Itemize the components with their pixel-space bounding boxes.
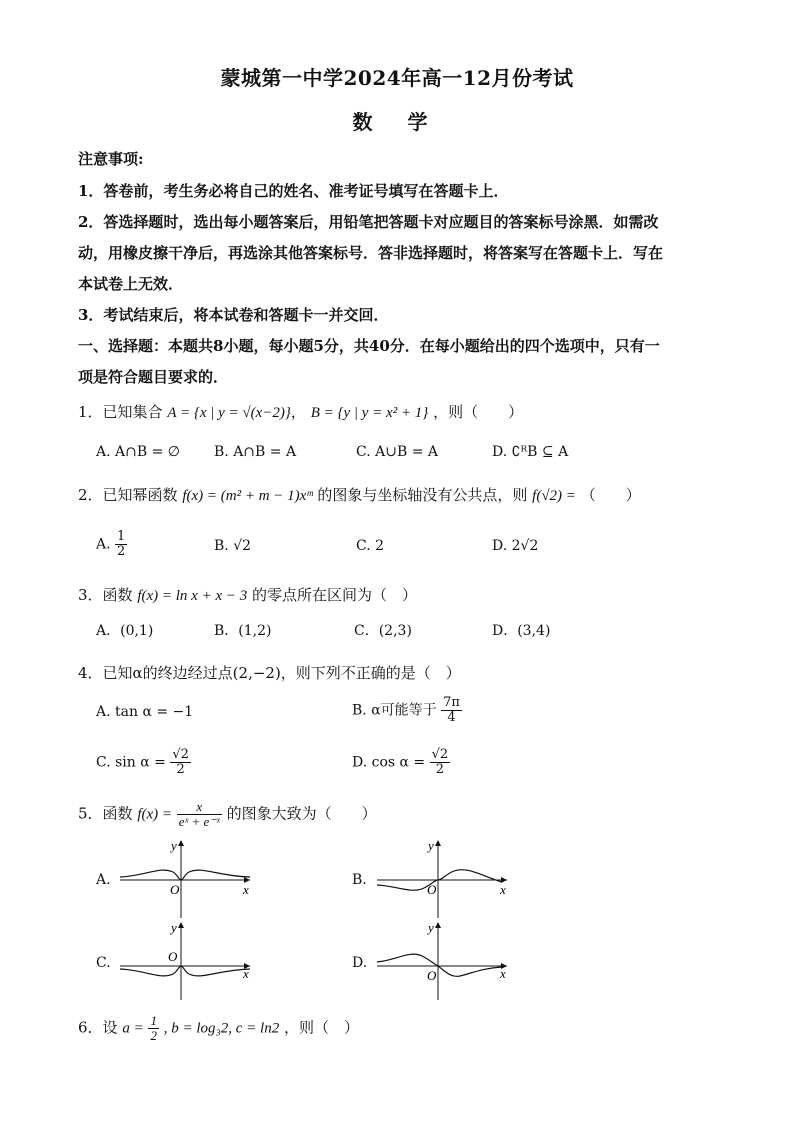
q5-graph-c[interactable] [115,918,255,1002]
q2-stem-mid: 的图象与坐标轴没有公共点，则 [317,486,528,504]
q6-expr-post: , b = log₃2, c = ln2 [163,1020,280,1037]
q5-option-a[interactable]: A. [96,872,111,888]
notes-heading: 注意事项: [78,150,144,168]
question-1: 1．已知集合 A = {x | y = √(x−2)}， B = {y | y = x² + 1} ，则（ ） [78,403,524,421]
x-axis-label: x [500,882,506,897]
q3-stem-end: 的零点所在区间为（ ） [252,586,418,604]
q2-option-a-label: A. [96,536,111,553]
q6-stem: 6．设 [78,1018,118,1037]
q6-expr-pre: a = [122,1020,144,1037]
exam-title: 蒙城第一中学2024年高一12月份考试 [220,66,574,90]
fraction-numerator: 1 [117,529,126,544]
q5-stem: 5．函数 [78,804,133,823]
note-item: 2．答选择题时，选出每小题答案后，用铅笔把答题卡对应题目的答案标号涂黑．如需改 [78,213,659,231]
q3-stem: 3．函数 [78,586,133,604]
origin-label: O [170,882,180,897]
function-curve [377,954,502,976]
note-item: 1．答卷前，考生务必将自己的姓名、准考证号填写在答题卡上． [78,182,509,200]
q4-option-b-label: B. α可能等于 [352,702,437,719]
q2-option-a-fraction [115,530,127,559]
fraction-numerator: 7π [443,695,460,710]
q2-option-c[interactable]: C. 2 [356,538,385,554]
q1-option-c[interactable]: C. A∪B = A [356,444,438,460]
q4-option-c-fraction [170,748,191,777]
x-axis-label: x [243,882,249,897]
y-axis-arrow [178,922,184,928]
fraction-denominator: 2 [150,1028,157,1043]
y-axis-arrow [435,840,441,846]
q5-stem-end: 的图象大致为（ ） [226,804,377,823]
q6-fraction [148,1014,159,1043]
q3-option-c[interactable]: C．(2,3) [354,623,412,639]
function-curve [120,870,250,880]
q1-stem: 1．已知集合 [78,403,163,421]
q1-stem-end: ，则（ ） [433,403,524,421]
origin-label: O [427,968,437,983]
q5-option-c[interactable]: C. [96,955,111,971]
fraction-numerator: 1 [150,1013,157,1028]
q2-option-b[interactable]: B. √2 [214,538,252,554]
fraction-denominator: 2 [176,762,185,777]
q4-option-b-fraction [441,696,462,725]
q4-option-a[interactable]: A. tan α = −1 [96,704,194,720]
question-6 [78,1014,359,1043]
fraction-numerator: x [177,800,222,815]
q2-option-a[interactable] [96,530,127,559]
q5-expr-pre: f(x) = [137,806,173,823]
q1-option-b[interactable]: B. A∩B = A [214,444,297,460]
y-axis-label: y [428,838,434,853]
q1-set-a: A = {x | y = √(x−2)} [167,405,291,421]
fraction-numerator: √2 [172,747,189,762]
subject-title: 数 学 [352,110,442,134]
note-item: 本试卷上无效． [78,275,184,293]
q5-graph-a[interactable] [115,836,255,920]
q4-option-c[interactable] [96,748,191,777]
y-axis-arrow [178,840,184,846]
y-axis-arrow [435,922,441,928]
q2-option-d[interactable]: D. 2√2 [492,538,539,554]
q5-fraction [177,800,222,829]
q3-option-a[interactable]: A．(0,1) [96,623,154,639]
origin-label: O [427,882,437,897]
fraction-denominator: 2 [117,544,126,559]
fraction-denominator: 2 [435,762,445,777]
q5-option-d[interactable]: D. [352,955,368,971]
q2-stem: 2．已知幂函数 [78,486,178,504]
q1-option-a[interactable]: A. A∩B = ∅ [96,444,180,460]
section-heading-cont: 项是符合题目要求的． [78,368,229,386]
q3-expr: f(x) = ln x + x − 3 [137,588,248,604]
fraction-denominator: 4 [447,710,456,725]
y-axis-label: y [171,920,177,935]
q4-option-d-fraction [430,748,451,777]
q2-stem-end: （ ） [580,486,641,504]
q4-option-d[interactable] [352,748,450,777]
fraction-denominator: eˣ + e⁻ˣ [178,814,220,829]
q6-stem-end: ，则（ ） [284,1018,360,1037]
q1-option-d[interactable]: D. ∁ᴿB ⊆ A [492,444,569,460]
q3-option-b[interactable]: B．(1,2) [214,623,272,639]
note-item: 动，用橡皮擦干净后，再选涂其他答案标号．答非选择题时，将答案写在答题卡上．写在 [78,244,664,262]
y-axis-label: y [428,920,434,935]
question-3 [78,584,417,605]
q5-graph-b[interactable] [372,836,512,920]
q4-option-c-label: C. sin α = [96,754,166,771]
question-2 [78,484,641,505]
q5-graph-d[interactable] [372,918,512,1002]
question-5 [78,800,377,829]
q3-option-d[interactable]: D．(3,4) [492,623,551,639]
question-4: 4．已知α的终边经过点(2,−2)，则下列不正确的是（ ） [78,664,461,682]
fraction-numerator: √2 [431,747,449,762]
q2-expr2: f(√2) = [532,488,576,504]
q4-option-b[interactable] [352,696,462,725]
section-heading: 一、选择题：本题共8小题，每小题5分，共40分．在每小题给出的四个选项中，只有一 [78,337,660,355]
x-axis-label: x [500,966,506,981]
note-item: 3．考试结束后，将本试卷和答题卡一并交回． [78,306,389,324]
q4-option-d-label: D. cos α = [352,754,426,771]
y-axis-label: y [171,838,177,853]
q5-option-b[interactable]: B. [352,872,367,888]
q2-expr: f(x) = (m² + m − 1)xᵐ [182,488,313,504]
origin-label: O [168,949,178,964]
function-curve [120,966,250,976]
q1-set-b: B = {y | y = x² + 1} [310,405,429,421]
x-axis-label: x [243,966,249,981]
